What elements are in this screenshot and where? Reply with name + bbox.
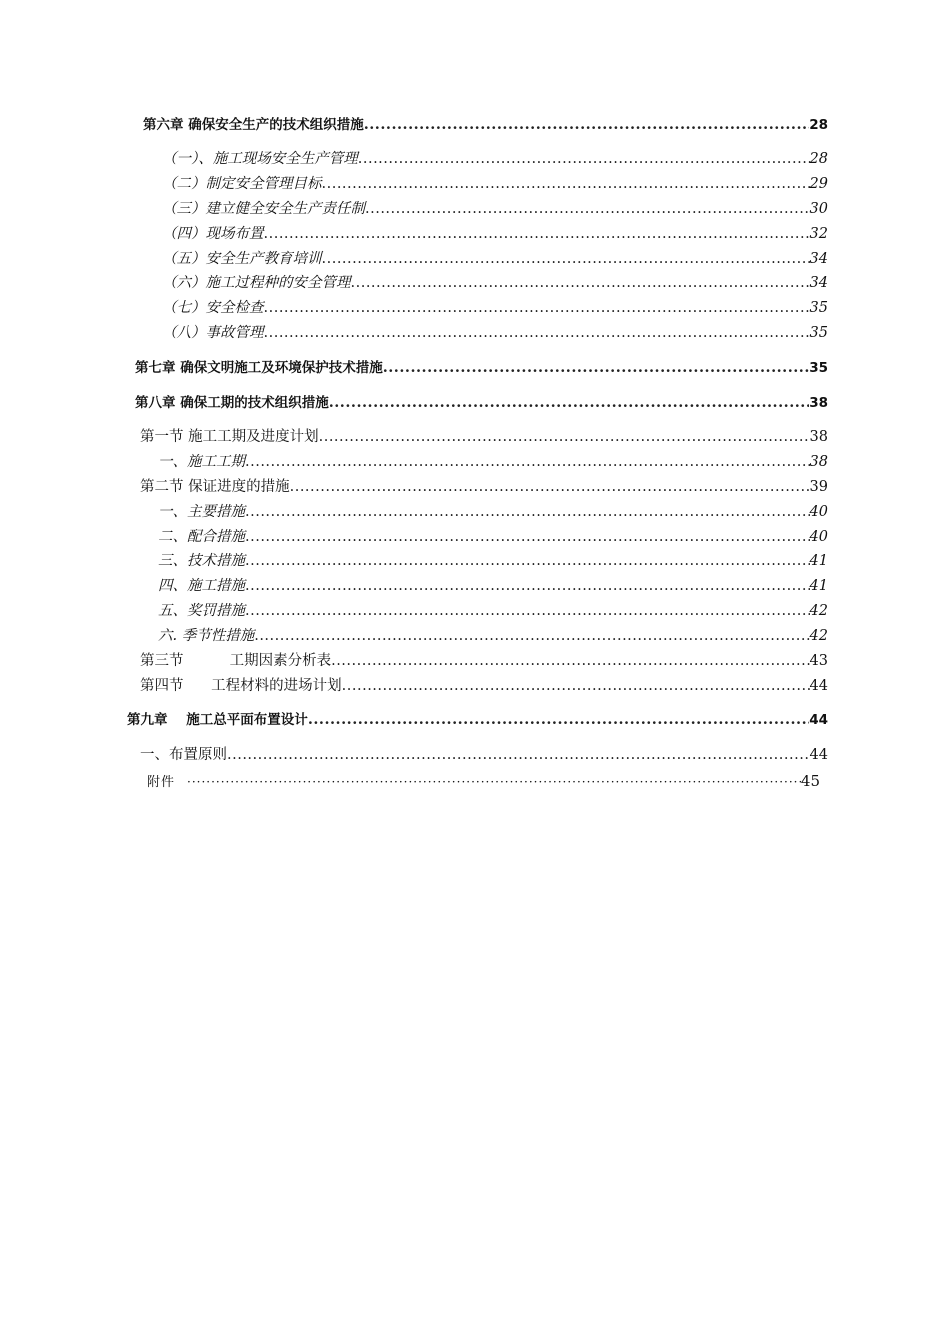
toc-entry-page: 40 xyxy=(809,529,828,545)
toc-entry-section[interactable] xyxy=(162,273,828,293)
toc-entry-page: 35 xyxy=(809,325,828,341)
toc-leader-dots xyxy=(364,115,810,135)
toc-leader-dots xyxy=(329,393,810,413)
toc-entry-page: 44 xyxy=(809,747,828,763)
toc-entry-subsection[interactable] xyxy=(158,502,828,522)
toc-leader-dots xyxy=(319,427,810,447)
toc-entry-title: （一）、施工现场安全生产管理 xyxy=(162,151,358,167)
toc-leader-dots xyxy=(365,199,810,219)
toc-leader-dots xyxy=(331,651,809,671)
toc-entry-title: （八）事故管理 xyxy=(162,325,264,341)
toc-entry-page: 44 xyxy=(809,678,828,694)
toc-entry-title: 一、施工工期 xyxy=(158,454,245,470)
toc-entry-section[interactable] xyxy=(162,249,828,269)
toc-entry-page: 30 xyxy=(809,201,828,217)
toc-leader-dots xyxy=(187,775,801,789)
toc-entry-page: 28 xyxy=(809,151,828,167)
toc-leader-dots xyxy=(358,149,810,169)
toc-entry-page: 41 xyxy=(809,578,828,594)
toc-entry-title: 一、主要措施 xyxy=(158,504,245,520)
toc-entry-title: 三、技术措施 xyxy=(158,553,245,569)
toc-leader-dots xyxy=(322,174,810,194)
toc-entry-title: 五、奖罚措施 xyxy=(158,603,245,619)
toc-entry-title: （六）施工过程种的安全管理 xyxy=(162,275,351,291)
toc-entry-page: 42 xyxy=(809,628,828,644)
toc-entry-subsection[interactable] xyxy=(158,601,828,621)
toc-entry-page: 41 xyxy=(809,553,828,569)
toc-entry-page: 40 xyxy=(809,504,828,520)
toc-entry-section[interactable] xyxy=(162,174,828,194)
toc-entry-title: （二）制定安全管理目标 xyxy=(162,176,322,192)
toc-leader-dots xyxy=(245,601,810,621)
toc-entry-title: 第八章 确保工期的技术组织措施 xyxy=(135,395,329,411)
toc-entry-page: 35 xyxy=(809,300,828,316)
toc-entry-section[interactable] xyxy=(140,477,828,497)
toc-entry-title: （七）安全检查 xyxy=(162,300,264,316)
toc-entry-title: 第二节 保证进度的措施 xyxy=(140,479,290,495)
toc-entry-page: 42 xyxy=(809,603,828,619)
toc-entry-section[interactable] xyxy=(162,224,828,244)
toc-leader-dots xyxy=(245,502,810,522)
toc-entry-section[interactable] xyxy=(162,199,828,219)
toc-entry-section[interactable] xyxy=(140,745,828,765)
toc-entry-chapter-8[interactable] xyxy=(135,393,828,413)
toc-entry-title: 第三节 工期因素分析表 xyxy=(140,653,332,669)
toc-entry-chapter-9[interactable] xyxy=(127,710,828,730)
toc-entry-title: 第四节 工程材料的进场计划 xyxy=(140,678,342,694)
toc-entry-page: 43 xyxy=(809,653,828,669)
toc-leader-dots xyxy=(342,676,810,696)
toc-entry-title: 附件 xyxy=(147,775,176,790)
toc-entry-page: 29 xyxy=(809,176,828,192)
toc-leader-dots xyxy=(264,298,810,318)
toc-entry-page: 45 xyxy=(800,772,820,790)
toc-leader-dots xyxy=(322,249,810,269)
toc-entry-title: 四、施工措施 xyxy=(158,578,245,594)
toc-entry-section[interactable] xyxy=(140,427,828,447)
toc-entry-title: 一、布置原则 xyxy=(140,747,227,763)
toc-leader-dots xyxy=(245,576,810,596)
toc-entry-title: 第六章 确保安全生产的技术组织措施 xyxy=(143,117,364,133)
toc-entry-section[interactable] xyxy=(162,323,828,343)
toc-entry-section[interactable] xyxy=(162,298,828,318)
toc-entry-page: 28 xyxy=(809,117,828,133)
toc-entry-title: （三）建立健全安全生产责任制 xyxy=(162,201,365,217)
toc-entry-page: 38 xyxy=(809,429,828,445)
toc-leader-dots xyxy=(245,551,810,571)
toc-leader-dots xyxy=(351,273,810,293)
toc-entry-title: 二、配合措施 xyxy=(158,529,245,545)
toc-leader-dots xyxy=(245,527,810,547)
toc-entry-section[interactable] xyxy=(140,676,828,696)
toc-entry-page: 35 xyxy=(809,360,828,376)
toc-leader-dots xyxy=(264,323,810,343)
toc-entry-chapter-6[interactable] xyxy=(143,115,828,135)
toc-entry-subsection[interactable] xyxy=(158,626,828,646)
toc-entry-chapter-7[interactable] xyxy=(135,358,828,378)
toc-leader-dots xyxy=(227,745,810,765)
toc-entry-section[interactable] xyxy=(140,651,828,671)
toc-entry-page: 34 xyxy=(809,275,828,291)
toc-entry-subsection[interactable] xyxy=(158,576,828,596)
toc-entry-page: 38 xyxy=(809,395,828,411)
toc-entry-section[interactable] xyxy=(162,149,828,169)
toc-entry-page: 44 xyxy=(809,712,828,728)
toc-entry-subsection[interactable] xyxy=(158,551,828,571)
toc-entry-page: 34 xyxy=(809,251,828,267)
toc-leader-dots xyxy=(383,358,810,378)
toc-leader-dots xyxy=(308,710,809,730)
toc-entry-page: 39 xyxy=(809,479,828,495)
toc-entry-title: 第一节 施工工期及进度计划 xyxy=(140,429,319,445)
toc-entry-subsection[interactable] xyxy=(158,527,828,547)
toc-entry-title: 第七章 确保文明施工及环境保护技术措施 xyxy=(135,360,383,376)
toc-entry-title: （五）安全生产教育培训 xyxy=(162,251,322,267)
toc-leader-dots xyxy=(264,224,810,244)
toc-entry-subsection[interactable] xyxy=(158,452,828,472)
toc-leader-dots xyxy=(254,626,809,646)
toc-entry-page: 38 xyxy=(809,454,828,470)
toc-entry-title: （四）现场布置 xyxy=(162,226,264,242)
toc-entry-title: 第九章 施工总平面布置设计 xyxy=(127,712,308,728)
toc-entry-title: 六. 季节性措施 xyxy=(158,628,255,644)
toc-entry-appendix[interactable] xyxy=(147,771,820,791)
toc-leader-dots xyxy=(245,452,810,472)
toc-entry-page: 32 xyxy=(809,226,828,242)
toc-leader-dots xyxy=(290,477,810,497)
